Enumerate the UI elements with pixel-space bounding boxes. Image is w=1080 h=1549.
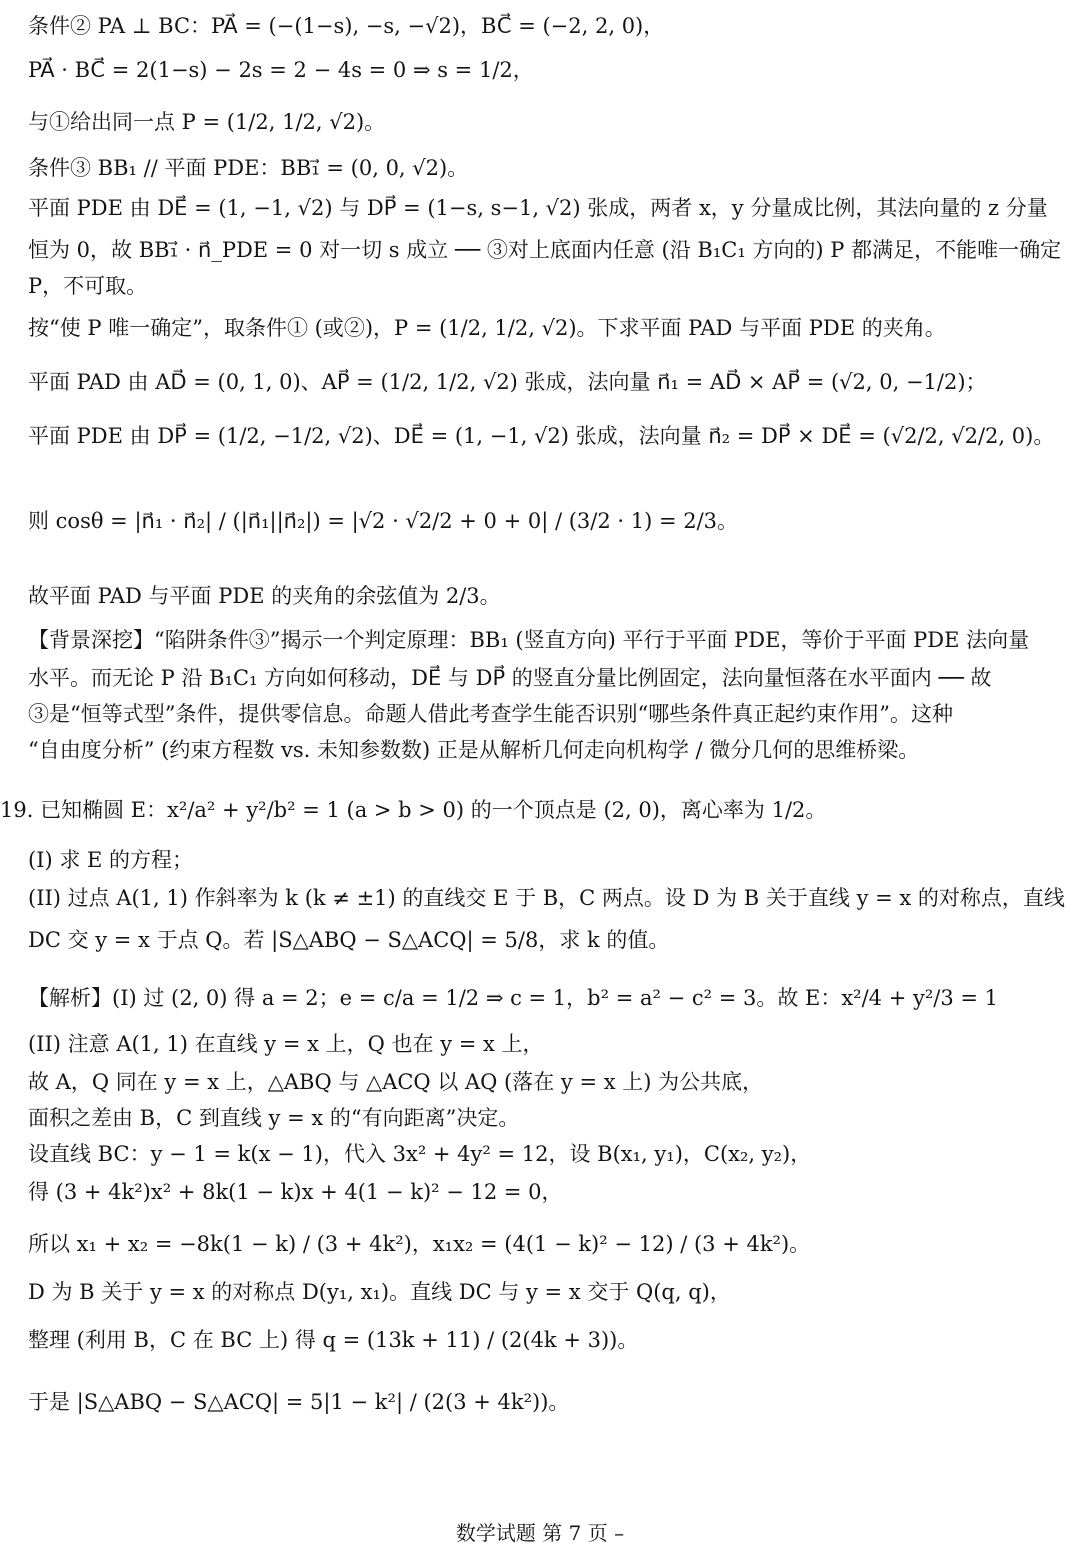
line-dot-product-pa-bc: PA⃗ · BC⃗ = 2(1−s) − 2s = 2 − 4s = 0 ⇒ s = 1/2， xyxy=(28,58,534,82)
line-background-3: ③是“恒等式型”条件，提供零信息。命题人借此考查学生能否识别“哪些条件真正起约束作用”。这种 xyxy=(28,702,953,726)
line-question-part-2-cont: DC 交 y = x 于点 Q。若 |S△ABQ − S△ACQ| = 5/8，求 k 的值。 xyxy=(28,928,670,952)
page-footer: 数学试题 第 7 页 – xyxy=(455,1521,625,1545)
line-solution-2i: 于是 |S△ABQ − S△ACQ| = 5|1 − k²| / (2(3 + 4k²))。 xyxy=(28,1390,570,1414)
line-condition-2: 条件② PA ⊥ BC：PA⃗ = (−(1−s), −s, −√2)，BC⃗ = (−2, 2, 0)， xyxy=(28,14,665,38)
line-normal-zero: 恒为 0，故 BB₁⃗ · n⃗_PDE = 0 对一切 s 成立 ── ③对上底面内任意 (沿 B₁C₁ 方向的) P 都满足，不能唯一确定 xyxy=(28,238,1062,262)
line-background-4: “自由度分析” (约束方程数 vs. 未知参数数) 正是从解析几何走向机构学 / 微分几何的思维桥梁。 xyxy=(28,738,920,762)
line-solution-2a: (II) 注意 A(1, 1) 在直线 y = x 上，Q 也在 y = x 上， xyxy=(28,1032,544,1056)
line-background-2: 水平。而无论 P 沿 B₁C₁ 方向如何移动，DE⃗ 与 DP⃗ 的竖直分量比例固定，法向量恒落在水平面内 ── 故 xyxy=(28,666,992,690)
line-choose-condition: 按“使 P 唯一确定”，取条件① (或②)，P = (1/2, 1/2, √2)。下求平面 PAD 与平面 PDE 的夹角。 xyxy=(28,316,946,340)
line-background-1: 【背景深挖】“陷阱条件③”揭示一个判定原理：BB₁ (竖直方向) 平行于平面 PDE，等价于平面 PDE 法向量 xyxy=(28,628,1030,652)
line-normal-n1: 平面 PAD 由 AD⃗ = (0, 1, 0)、AP⃗ = (1/2, 1/2, √2) 张成，法向量 n⃗₁ = AD⃗ × AP⃗ = (√2, 0, −1/2)； xyxy=(28,370,987,394)
line-same-point: 与①给出同一点 P = (1/2, 1/2, √2)。 xyxy=(28,110,386,134)
line-question-part-1: (I) 求 E 的方程； xyxy=(28,848,194,872)
line-solution-2d: 设直线 BC：y − 1 = k(x − 1)，代入 3x² + 4y² = 12，设 B(x₁, y₁)，C(x₂, y₂)， xyxy=(28,1142,812,1166)
line-solution-2f: 所以 x₁ + x₂ = −8k(1 − k) / (3 + 4k²)，x₁x₂ = (4(1 − k)² − 12) / (3 + 4k²)。 xyxy=(28,1232,811,1256)
line-cosine-formula: 则 cosθ = |n⃗₁ · n⃗₂| / (|n⃗₁||n⃗₂|) = |√2 · √2/2 + 0 + 0| / (3/2 · 1) = 2/3。 xyxy=(28,509,739,533)
line-cosine-result: 故平面 PAD 与平面 PDE 的夹角的余弦值为 2/3。 xyxy=(28,584,501,608)
line-solution-2g: D 为 B 关于 y = x 的对称点 D(y₁, x₁)。直线 DC 与 y = x 交于 Q(q, q)， xyxy=(28,1280,731,1304)
line-solution-2e: 得 (3 + 4k²)x² + 8k(1 − k)x + 4(1 − k)² − 12 = 0， xyxy=(28,1180,563,1204)
line-not-usable: P，不可取。 xyxy=(28,274,148,298)
line-normal-n2: 平面 PDE 由 DP⃗ = (1/2, −1/2, √2)、DE⃗ = (1, −1, √2) 张成，法向量 n⃗₂ = DP⃗ × DE⃗ = (√2/2, √2/2, 0)。 xyxy=(28,424,1055,448)
line-solution-2c: 面积之差由 B，C 到直线 y = x 的“有向距离”决定。 xyxy=(28,1106,520,1130)
line-condition-3: 条件③ BB₁ // 平面 PDE：BB₁⃗ = (0, 0, √2)。 xyxy=(28,156,469,180)
line-solution-2h: 整理 (利用 B，C 在 BC 上) 得 q = (13k + 11) / (2(4k + 3))。 xyxy=(28,1328,639,1352)
line-question-part-2: (II) 过点 A(1, 1) 作斜率为 k (k ≠ ±1) 的直线交 E 于 B，C 两点。设 D 为 B 关于直线 y = x 的对称点，直线 xyxy=(28,886,1065,910)
line-solution-2b: 故 A，Q 同在 y = x 上，△ABQ 与 △ACQ 以 AQ (落在 y = x 上) 为公共底， xyxy=(28,1070,764,1094)
line-question-19: 19. 已知椭圆 E：x²/a² + y²/b² = 1 (a > b > 0) 的一个顶点是 (2, 0)，离心率为 1/2。 xyxy=(0,798,827,822)
line-plane-pde-span: 平面 PDE 由 DE⃗ = (1, −1, √2) 与 DP⃗ = (1−s, s−1, √2) 张成，两者 x，y 分量成比例，其法向量的 z 分量 xyxy=(28,196,1048,220)
line-solution-part-1: 【解析】(I) 过 (2, 0) 得 a = 2；e = c/a = 1/2 ⇒ c = 1，b² = a² − c² = 3。故 E：x²/4 + y²/3 = 1 xyxy=(28,986,999,1010)
